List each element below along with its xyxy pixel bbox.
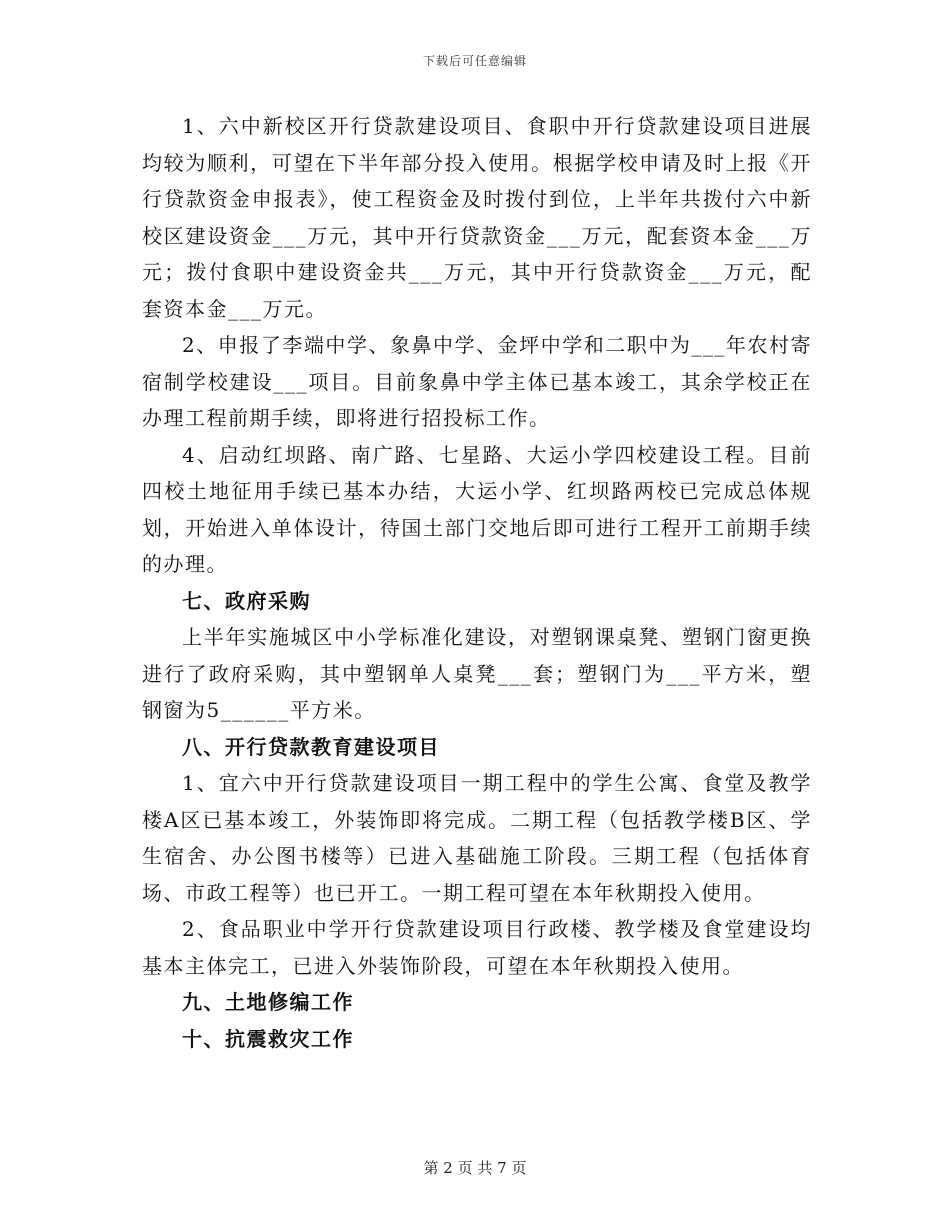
page-number: 第 2 页 共 7 页 [423, 1159, 527, 1177]
section-heading-disaster-relief: 十、抗震救灾工作 [182, 1026, 354, 1051]
document-body [142, 108, 812, 1057]
section-heading-government-procurement: 七、政府采购 [182, 588, 311, 613]
page-header-note: 下载后可任意编辑 [422, 54, 527, 68]
paragraph-procurement: 上半年实施城区中小学标准化建设，对塑钢课桌凳、塑钢门窗更换进行了政府采购，其中塑钢单人桌凳___套；塑钢门为___平方米，塑钢窗为5______平方米。 [142, 625, 812, 722]
paragraph-item-2: 2、申报了李端中学、象鼻中学、金坪中学和二职中为___年农村寄宿制学校建设___项目。目前象鼻中学主体已基本竣工，其余学校正在办理工程前期手续，即将进行招投标工作。 [142, 333, 812, 430]
paragraph-item-1: 1、六中新校区开行贷款建设项目、食职中开行贷款建设项目进展均较为顺利，可望在下半年部分投入使用。根据学校申请及时上报《开行贷款资金申报表》，使工程资金及时拨付到位，上半年共拨付六中新校区建设资金___万元，其中开行贷款资金___万元，配套资本金___万元；拨付食职中建设资金共___万元，其中开行贷款资金___万元，配套资本金___万元。 [142, 114, 812, 321]
paragraph-item-4: 4、启动红坝路、南广路、七星路、大运小学四校建设工程。目前四校土地征用手续已基本办结，大运小学、红坝路两校已完成总体规划，开始进入单体设计，待国土部门交地后即可进行工程开工前期手续的办理。 [142, 442, 812, 576]
section-heading-loan-projects: 八、开行贷款教育建设项目 [182, 734, 440, 759]
paragraph-loan-project-1: 1、宜六中开行贷款建设项目一期工程中的学生公寓、食堂及教学楼A区已基本竣工，外装饰即将完成。二期工程（包括教学楼B区、学生宿舍、办公图书楼等）已进入基础施工阶段。三期工程（包括体育场、市政工程等）也已开工。一期工程可望在本年秋期投入使用。 [142, 771, 812, 905]
section-heading-land-revision: 九、土地修编工作 [182, 990, 354, 1014]
paragraph-loan-project-2: 2、食品职业中学开行贷款建设项目行政楼、教学楼及食堂建设均基本主体完工，已进入外装饰阶段，可望在本年秋期投入使用。 [142, 917, 812, 978]
